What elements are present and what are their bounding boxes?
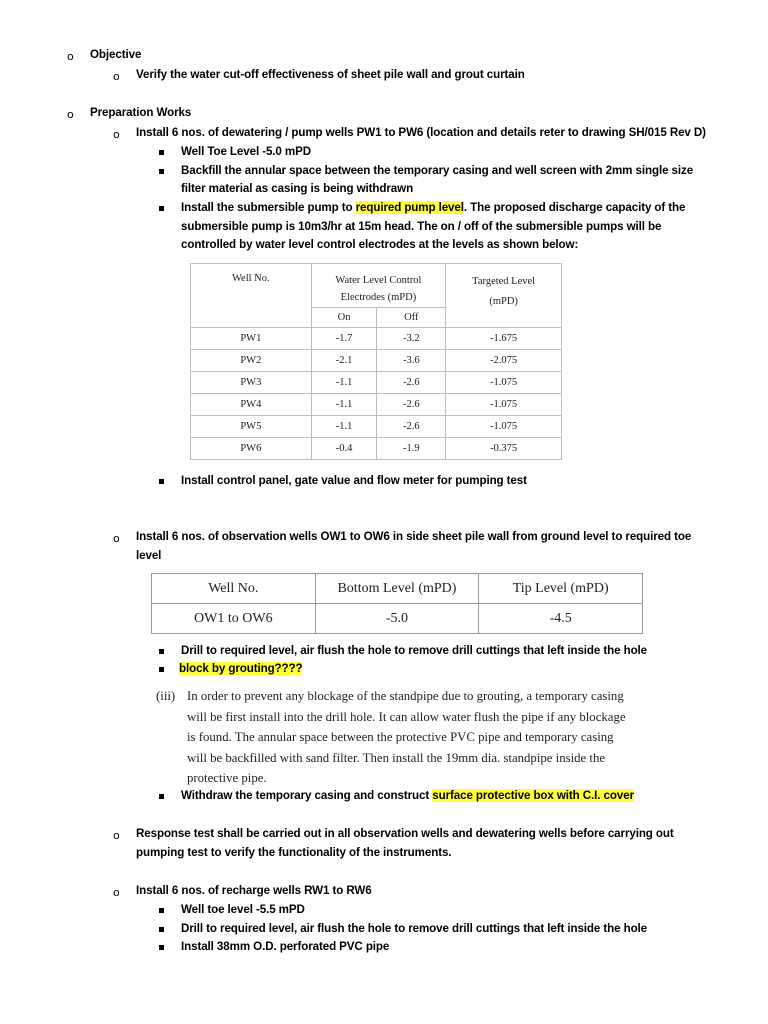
cell-off: -3.2 <box>377 328 446 350</box>
observation-title: level <box>136 549 162 562</box>
dewatering-title: Install 6 nos. of dewatering / pump wells PW1 to PW6 (location and details reter to drawing SH/015 Rev D) <box>136 126 706 139</box>
cell-bottom: -5.0 <box>315 604 479 634</box>
header-tip-level: Tip Level (mPD) <box>479 574 643 604</box>
cell-off: -3.6 <box>377 350 446 372</box>
bullet-text-part: Withdraw the temporary casing and construct <box>181 789 433 802</box>
objective-item: Verify the water cut-off effectiveness of sheet pile wall and grout curtain <box>136 68 525 81</box>
cell-well: OW1 to OW6 <box>152 604 316 634</box>
table-row <box>191 350 562 372</box>
bullet <box>159 169 164 174</box>
cell-on: -1.1 <box>311 372 377 394</box>
bullet-text: controlled by water level control electrodes at the levels as shown below: <box>181 238 579 251</box>
list-marker: o <box>67 108 74 121</box>
preparation-heading: Preparation Works <box>90 106 192 119</box>
note-line: In order to prevent any blockage of the standpipe due to grouting, a temporary casing <box>187 689 624 703</box>
note-line: is found. The annular space between the protective PVC pipe and temporary casing <box>187 730 614 744</box>
bullet-text <box>181 199 685 218</box>
bullet-text: Install control panel, gate value and flow meter for pumping test <box>181 474 527 487</box>
recharge-title: Install 6 nos. of recharge wells RW1 to RW6 <box>136 884 372 897</box>
cell-well: PW5 <box>191 416 312 438</box>
cell-off: -1.9 <box>377 438 446 460</box>
table-row <box>191 438 562 460</box>
note-line: will be backfilled with sand filter. Then install the 19mm dia. standpipe inside the <box>187 750 606 765</box>
cell-tip: -4.5 <box>479 604 643 634</box>
highlighted-text: surface protective box with C.I. cover <box>432 789 634 802</box>
bullet <box>159 206 164 211</box>
header-well-no: Well No. <box>191 264 312 328</box>
cell-target: -1.075 <box>446 372 562 394</box>
header-targeted-level <box>446 264 562 328</box>
note-label: (iii) <box>156 689 176 703</box>
bullet <box>159 794 164 799</box>
observation-title: Install 6 nos. of observation wells OW1 to OW6 in side sheet pile wall from ground level to required toe <box>136 530 692 543</box>
header-line: (mPD) <box>489 296 518 307</box>
bullet <box>159 479 164 484</box>
objective-heading: Objective <box>90 48 142 61</box>
bullet <box>159 945 164 950</box>
note-line: will be first install into the drill hole. It can allow water flush the pipe if any blockage <box>187 709 626 724</box>
table-row <box>191 394 562 416</box>
cell-off: -2.6 <box>377 372 446 394</box>
header-line: Electrodes (mPD) <box>340 292 417 303</box>
bullet <box>159 150 164 155</box>
list-marker: o <box>113 886 120 899</box>
cell-off: -2.6 <box>377 416 446 438</box>
bullet <box>159 649 164 654</box>
cell-target: -1.075 <box>446 416 562 438</box>
cell-off: -2.6 <box>377 394 446 416</box>
header-off: Off <box>377 308 446 328</box>
bullet-text-part: Install the submersible pump to <box>181 201 356 214</box>
observation-well-table <box>151 573 643 634</box>
list-marker: o <box>113 70 120 83</box>
header-well-no: Well No. <box>152 574 316 604</box>
list-marker: o <box>67 50 74 63</box>
bullet-text <box>181 787 634 806</box>
table-row <box>191 372 562 394</box>
pump-well-table <box>190 263 562 460</box>
cell-target: -2.075 <box>446 350 562 372</box>
bullet-text: Well Toe Level -5.0 mPD <box>181 145 311 158</box>
bullet-text: filter material as casing is being withdrawn <box>181 182 414 195</box>
highlighted-text: block by grouting???? <box>179 662 303 675</box>
cell-well: PW3 <box>191 372 312 394</box>
bullet <box>159 667 164 672</box>
header-water-level-control <box>311 264 446 308</box>
cell-well: PW6 <box>191 438 312 460</box>
bullet <box>159 927 164 932</box>
header-on: On <box>311 308 377 328</box>
cell-on: -1.1 <box>311 394 377 416</box>
table-row <box>191 416 562 438</box>
note-line: protective pipe. <box>187 771 267 785</box>
cell-well: PW4 <box>191 394 312 416</box>
response-text: Response test shall be carried out in all observation wells and dewatering wells before carrying out <box>136 827 674 840</box>
cell-target: -0.375 <box>446 438 562 460</box>
highlighted-text: required pump level <box>355 201 464 214</box>
bullet-text: Drill to required level, air flush the hole to remove drill cuttings that left inside the hole <box>181 922 648 935</box>
header-bottom-level: Bottom Level (mPD) <box>315 574 479 604</box>
cell-well: PW1 <box>191 328 312 350</box>
list-marker: o <box>113 532 120 545</box>
cell-on: -0.4 <box>311 438 377 460</box>
bullet-text: Install 38mm O.D. perforated PVC pipe <box>181 940 390 953</box>
list-marker: o <box>113 128 120 141</box>
header-line: Water Level Control <box>335 275 422 286</box>
cell-on: -1.1 <box>311 416 377 438</box>
list-marker: o <box>113 829 120 842</box>
cell-on: -1.7 <box>311 328 377 350</box>
cell-on: -2.1 <box>311 350 377 372</box>
header-line: Targeted Level <box>472 276 536 287</box>
bullet-text: submersible pump is 10m3/hr at 15m head. The on / off of the submersible pumps will be <box>181 220 662 233</box>
cell-well: PW2 <box>191 350 312 372</box>
bullet-text-part: . The proposed discharge capacity of the <box>463 201 686 214</box>
bullet-text: Well toe level -5.5 mPD <box>181 903 305 916</box>
bullet-text: Drill to required level, air flush the hole to remove drill cuttings that left inside the hole <box>181 644 648 657</box>
response-text: pumping test to verify the functionality of the instruments. <box>136 846 452 859</box>
scanned-note <box>156 686 656 791</box>
cell-target: -1.675 <box>446 328 562 350</box>
table-row <box>152 604 643 634</box>
bullet-text <box>179 660 302 679</box>
table-row <box>191 328 562 350</box>
bullet-text: Backfill the annular space between the temporary casing and well screen with 2mm single size <box>181 164 694 177</box>
bullet <box>159 908 164 913</box>
cell-target: -1.075 <box>446 394 562 416</box>
